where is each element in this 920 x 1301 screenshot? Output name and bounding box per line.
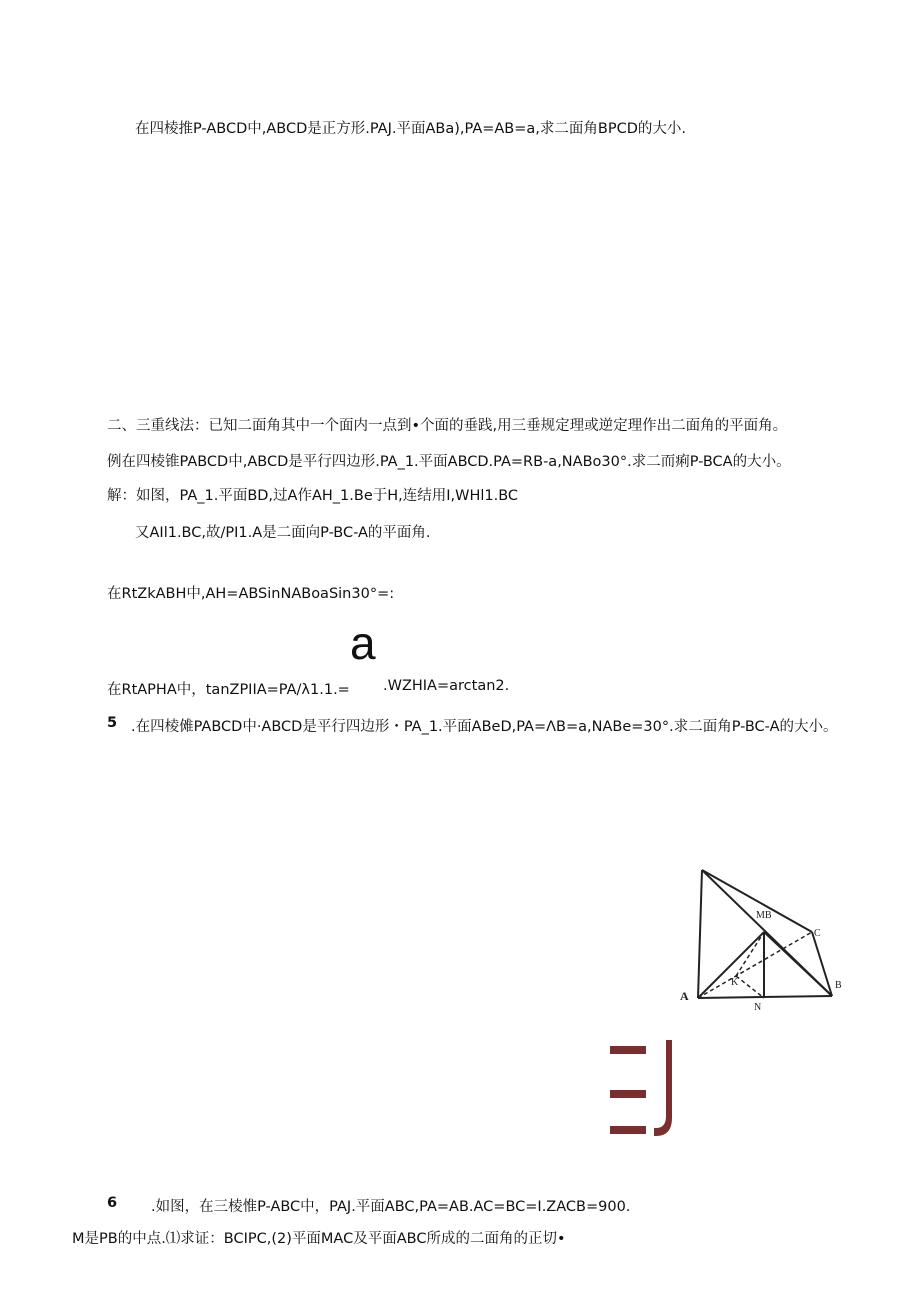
text-line-7a [107, 678, 350, 699]
line-6-text: 在RtZkABH中,AH=ABSinNABoaSin30°=: [107, 586, 395, 602]
line-7a-text: 在RtAPHA中，tanZPIIA=PA/λ1.1.= [107, 682, 350, 698]
text-line-1 [135, 117, 686, 138]
logo-ej [610, 1040, 682, 1138]
edge-pa [698, 870, 702, 998]
text-line-3 [107, 450, 791, 471]
problem-number-6: 6 [107, 1195, 118, 1211]
text-line-10 [72, 1227, 566, 1248]
label-b: B [835, 980, 842, 991]
text-line-9 [151, 1195, 630, 1216]
line-4-text: 解：如图，PA_1.平面BD,过A作AH_1.Be于H,连结用I,WHl1.BC [107, 488, 519, 504]
text-line-7b [383, 678, 509, 694]
text-line-2 [107, 414, 787, 435]
line-1-text: 在四棱推P-ABCD中,ABCD是正方形.PAJ.平面ABa),PA=AB=a,求二面角BPCD的大小. [135, 121, 686, 137]
line-9-text: .如图，在三棱惟P-ABC中，PAJ.平面ABC,PA=AB.AC=BC=I.ZACB=900. [151, 1199, 631, 1215]
pyramid-figure [676, 860, 850, 1020]
line-5-text: 又AIl1.BC,故/PI1.A是二面向P-BC-A的平面角. [135, 525, 431, 541]
text-line-4 [107, 484, 518, 505]
label-k: K [731, 977, 739, 988]
text-line-8 [131, 715, 838, 736]
label-a: A [680, 989, 689, 1003]
text-line-5 [135, 521, 431, 542]
line-3-text: 例在四棱锥PABCD中,ABCD是平行四边形.PA_1.平面ABCD.PA=RB-a,NABo30°.求二而痢P-BCA的大小。 [107, 454, 791, 470]
line-10-text: M是PB的中点.⑴求证：BCIPC,(2)平面MAC及平面ABC所成的二面角的正切• [72, 1231, 566, 1247]
line-8-text: .在四棱傩PABCD中·ABCD是平行四边形・PA_1.平面ABeD,PA=ΛB=a,NABe=30°.求二面角P-BC-A的大小。 [131, 719, 838, 735]
label-mb: MB [756, 910, 772, 921]
label-n: N [754, 1002, 762, 1013]
problem-number-5: 5 [107, 715, 118, 731]
label-c: C [814, 928, 821, 939]
line-7b-text: .WZHIA=arctan2. [383, 678, 510, 694]
text-line-6 [107, 582, 394, 603]
line-2-text: 二、三重线法：已知二面角其中一个面内一点到•个面的垂践,用三垂规定理或逆定理作出二面角的平面角。 [107, 418, 788, 434]
edge-kn-dashed [736, 976, 764, 998]
edge-km-dashed [736, 932, 764, 976]
fraction-symbol-a: a [350, 617, 376, 669]
